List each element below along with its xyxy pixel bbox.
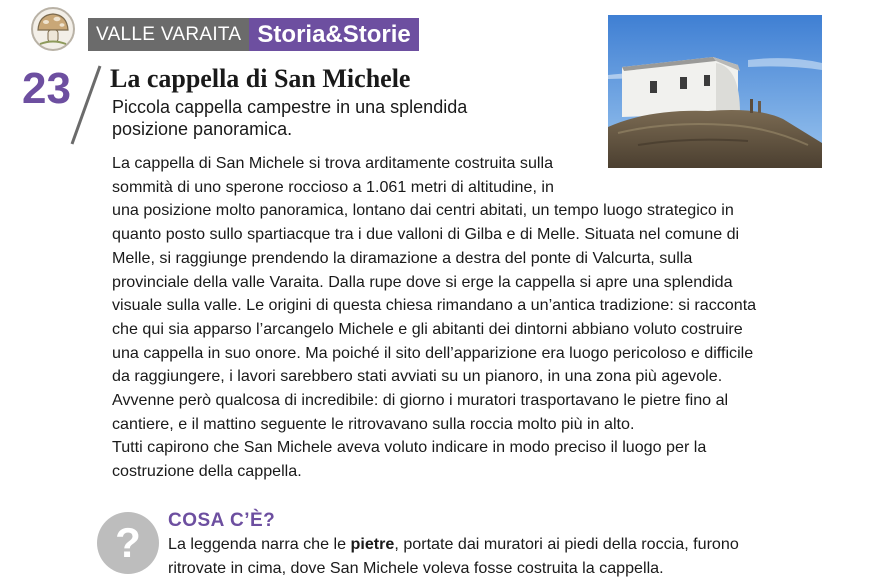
cosa-ce-bold-word: pietre [350, 535, 395, 553]
body-line: quanto posto sullo spartiacque tra i due valloni di Gilba e di Melle. Situata nel comune di [112, 225, 740, 244]
body-line: costruzione della cappella. [112, 462, 302, 481]
question-mark-icon [96, 511, 160, 575]
svg-text:?: ? [115, 519, 141, 566]
cosa-ce-text-part: La leggenda narra che le [168, 535, 351, 553]
body-text [112, 152, 792, 484]
mushroom-logo-icon [30, 6, 76, 52]
cosa-ce-heading: COSA C’È? [168, 510, 276, 531]
chapter-number: 23 [22, 64, 71, 113]
body-line: Tutti capirono che San Michele aveva voluto indicare in modo preciso il luogo per la [112, 438, 707, 457]
body-line: da raggiungere, i lavori sarebbero stati avviati su un pianoro, in una zona più agevole. [112, 367, 723, 386]
cosa-ce-line: ritrovate in cima, dove San Michele voleva fosse costruita la cappella. [168, 558, 664, 577]
page-title: La cappella di San Michele [110, 64, 411, 93]
cosa-ce-text [168, 533, 808, 580]
body-line: visuale sulla valle. Le origini di questa chiesa rimandano a un’antica tradizione: si racconta [112, 296, 757, 315]
subtitle-line: posizione panoramica. [112, 119, 293, 139]
body-line: provinciale della valle Varaita. Dalla rupe dove si erge la cappella si apre una splendida [112, 272, 733, 291]
series-name: Storia&Storie [249, 18, 418, 51]
body-line: Avvenne però qualcosa di incredibile: di giorno i muratori trasportavano le pietre fino al [112, 391, 729, 410]
body-line: cantiere, e il mattino seguente le ritrovavano sulla roccia molto più in alto. [112, 414, 635, 433]
body-line: una cappella in suo onore. Ma poiché il sito dell’apparizione era luogo pericoloso e difficile [112, 343, 754, 362]
body-line: La cappella di San Michele si trova arditamente costruita sulla [112, 154, 554, 172]
body-line: sommità di uno sperone roccioso a 1.061 metri di altitudine, in [112, 177, 554, 196]
chapel-photo [608, 15, 822, 168]
body-line: una posizione molto panoramica, lontano dai centri abitati, un tempo luogo strategico in [112, 201, 734, 220]
title-slash-divider [66, 64, 106, 146]
series-label: VALLE VARAITA [88, 18, 249, 51]
body-line: Melle, si raggiunge prendendo la diramazione a destra del ponte di Valcurta, sulla [112, 248, 693, 267]
cosa-ce-line [168, 533, 808, 557]
body-line: che qui sia apparso l’arcangelo Michele e gli abitanti dei dintorni abbiano voluto costruire [112, 319, 743, 338]
page-subtitle [112, 96, 582, 140]
series-banner [88, 18, 419, 51]
subtitle-line: Piccola cappella campestre in una splendida [112, 97, 468, 117]
cosa-ce-text-part: , portate dai muratori ai piedi della roccia, furono [394, 535, 739, 553]
